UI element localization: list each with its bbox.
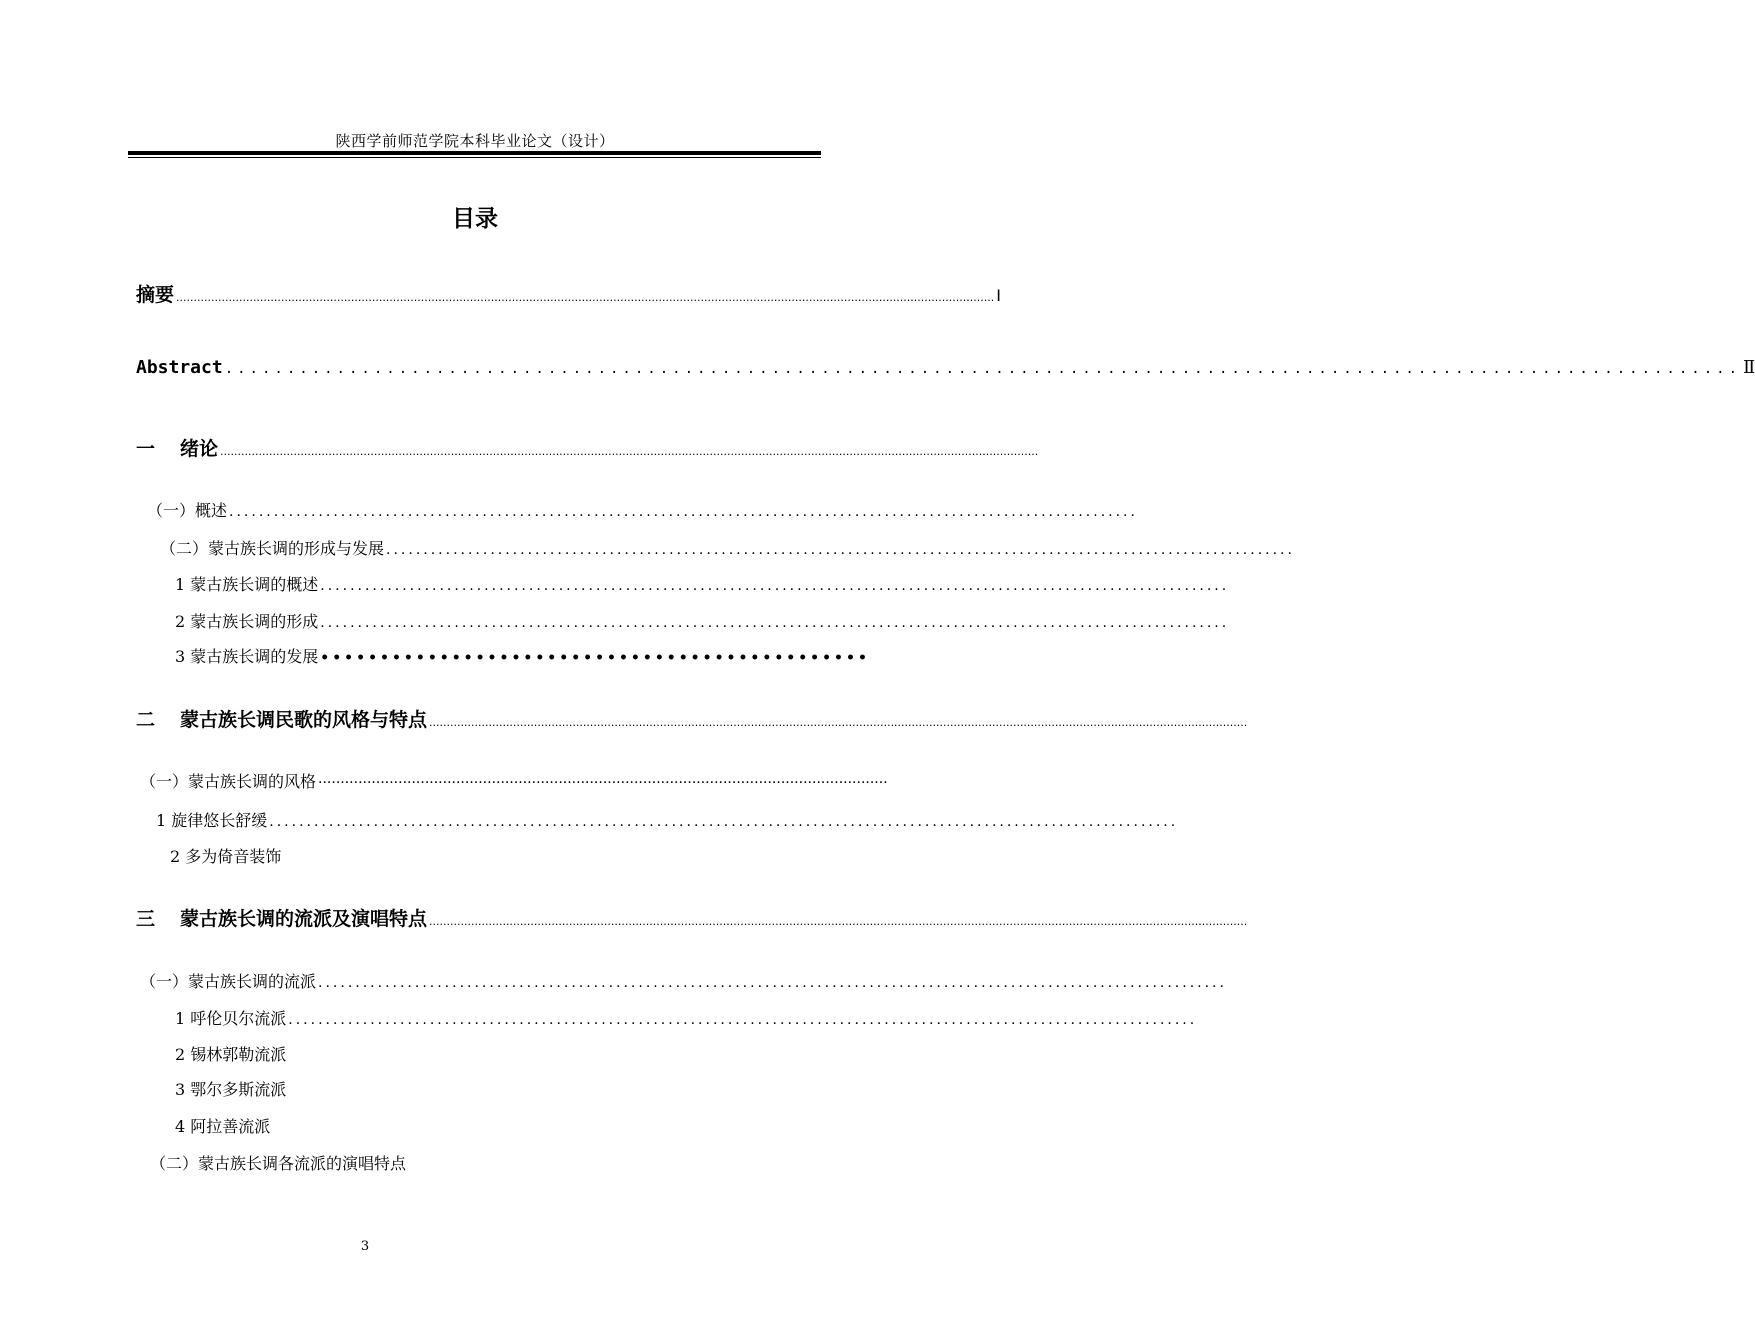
toc-leader: ································································································································ bbox=[318, 775, 888, 791]
toc-entry-label: （二）蒙古族长调的形成与发展 bbox=[160, 539, 385, 558]
toc-entry-abstract[interactable] bbox=[136, 357, 1755, 378]
toc-entry-label: （一）蒙古族长调的流派 bbox=[140, 972, 317, 991]
toc-title: 目录 bbox=[452, 206, 498, 232]
toc-entry-ch1-2-3[interactable] bbox=[175, 644, 868, 667]
toc-leader: •••••••••••••••••••••••••••••••••••••••••••••• bbox=[320, 650, 870, 666]
chapter-number: 二 bbox=[136, 709, 156, 731]
toc-leader: .......................................................................................................................... bbox=[386, 542, 1295, 558]
toc-leader: .......................................................................................................................................................................................................................................... bbox=[176, 291, 995, 304]
toc-leader: .......................................................................................................................... bbox=[288, 1012, 1198, 1028]
header-rule-thin bbox=[128, 157, 821, 158]
toc-entry-label: （二）蒙古族长调各流派的演唱特点 bbox=[150, 1154, 407, 1173]
toc-entry-ch3[interactable] bbox=[136, 904, 1248, 931]
toc-entry-ch3-1-4[interactable] bbox=[175, 1114, 475, 1137]
toc-entry-label: 1 旋律悠长舒缓 bbox=[156, 811, 268, 830]
chapter-number: 一 bbox=[136, 438, 156, 460]
toc-leader: .......................................................................................................................... bbox=[318, 975, 1227, 991]
toc-leader: .......................................................................................................................... bbox=[320, 615, 1230, 631]
toc-entry-label: 1 呼伦贝尔流派 bbox=[175, 1009, 287, 1028]
toc-entry-ch3-1[interactable] bbox=[140, 969, 1227, 992]
header-rule-thick bbox=[128, 151, 821, 155]
toc-entry-label: 2 蒙古族长调的形成 bbox=[175, 612, 319, 631]
toc-leader: .......................................................................................................................... bbox=[224, 361, 1742, 377]
toc-entry-label: Abstract bbox=[136, 357, 223, 378]
page-number: 3 bbox=[360, 1239, 370, 1254]
toc-leader: .......................................................................................................................... bbox=[229, 504, 1138, 520]
header-title: 陕西学前师范学院本科毕业论文（设计） bbox=[335, 132, 615, 150]
toc-entry-label: 1 蒙古族长调的概述 bbox=[175, 575, 319, 594]
toc-page-number: Ⅱ bbox=[1743, 357, 1755, 378]
toc-entry-label: 3 蒙古族长调的发展 bbox=[175, 647, 319, 666]
toc-page-number: Ⅰ bbox=[996, 286, 1001, 305]
toc-entry-ch1-1[interactable] bbox=[147, 498, 1138, 521]
toc-entry-label: 2 锡林郭勒流派 bbox=[175, 1045, 287, 1064]
toc-entry-ch3-1-1[interactable] bbox=[175, 1006, 1198, 1029]
toc-leader: .......................................................................................................................................................................................................................................... bbox=[220, 445, 1039, 458]
toc-entry-label: 蒙古族长调的流派及演唱特点 bbox=[180, 908, 428, 930]
toc-entry-label: 蒙古族长调民歌的风格与特点 bbox=[180, 709, 428, 731]
toc-entry-label: 2 多为倚音装饰 bbox=[170, 847, 282, 866]
toc-entry-label: 4 阿拉善流派 bbox=[175, 1117, 271, 1136]
toc-entry-ch2-1[interactable] bbox=[140, 769, 888, 792]
toc-entry-ch3-1-3[interactable] bbox=[175, 1077, 475, 1100]
toc-entry-ch2-1-1[interactable] bbox=[156, 808, 1179, 831]
toc-entry-ch3-1-2[interactable] bbox=[175, 1042, 475, 1065]
toc-entry-ch1-2[interactable] bbox=[160, 536, 1295, 559]
toc-leader: .......................................................................................................................... bbox=[320, 578, 1230, 594]
toc-entry-ch1-2-1[interactable] bbox=[175, 572, 1230, 595]
toc-leader: .......................................................................................................................... bbox=[269, 814, 1179, 830]
chapter-number: 三 bbox=[136, 908, 156, 930]
toc-entry-ch2[interactable] bbox=[136, 705, 1248, 732]
toc-entry-label: 绪论 bbox=[180, 438, 219, 460]
toc-entry-label: （一）蒙古族长调的风格 bbox=[140, 772, 317, 791]
toc-entry-ch1[interactable] bbox=[136, 434, 1039, 461]
toc-leader: .......................................................................................................................................................................................................................................... bbox=[429, 915, 1248, 928]
toc-entry-label: 摘要 bbox=[136, 284, 175, 306]
toc-leader: .......................................................................................................................................................................................................................................... bbox=[429, 716, 1248, 729]
toc-entry-ch2-1-2[interactable] bbox=[170, 844, 470, 867]
toc-entry-ch3-2[interactable] bbox=[150, 1151, 550, 1174]
toc-entry-label: 3 鄂尔多斯流派 bbox=[175, 1080, 287, 1099]
toc-entry-ch1-2-2[interactable] bbox=[175, 609, 1230, 632]
toc-entry-label: （一）概述 bbox=[147, 501, 228, 520]
toc-entry-zhaiyao[interactable] bbox=[136, 280, 1001, 307]
